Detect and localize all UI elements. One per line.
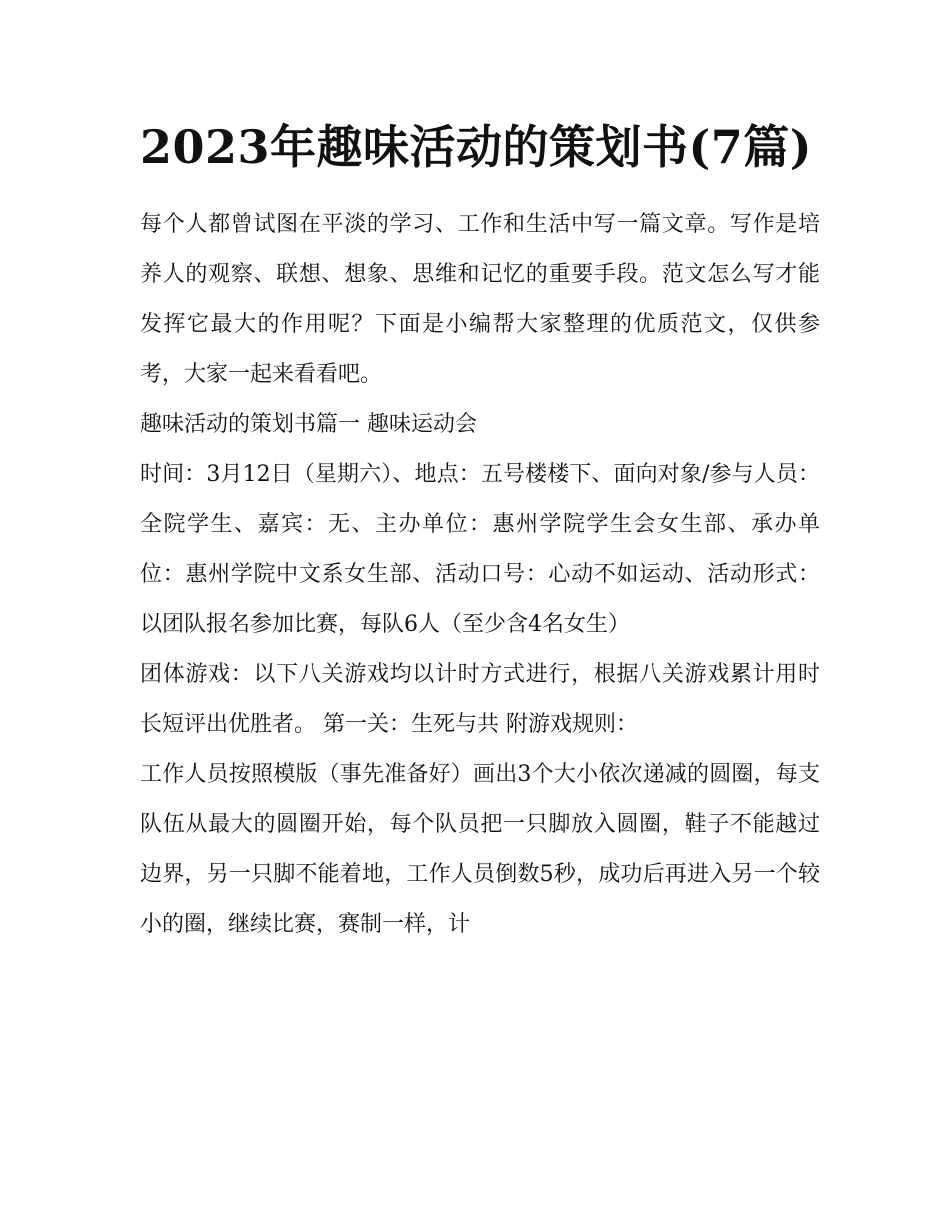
document-page	[140, 112, 820, 950]
game-rules-paragraph: 工作人员按照模版（事先准备好）画出3个大小依次递减的圆圈，每支队伍从最大的圆圈开始，每个队员把一只脚放入圆圈，鞋子不能越过边界，另一只脚不能着地，工作人员倒数5秒，成功后再进入另一个较小的圈，继续比赛，赛制一样，计	[140, 762, 820, 937]
team-games-paragraph: 团体游戏：以下八关游戏均以计时方式进行，根据八关游戏累计用时长短评出优胜者。 第一关：生死与共 附游戏规则：	[140, 662, 820, 737]
intro-paragraph: 每个人都曾试图在平淡的学习、工作和生活中写一篇文章。写作是培养人的观察、联想、想象、思维和记忆的重要手段。范文怎么写才能发挥它最大的作用呢？下面是小编帮大家整理的优质范文，仅供参考，大家一起来看看吧。	[140, 212, 820, 387]
section-heading: 趣味活动的策划书篇一 趣味运动会	[140, 412, 477, 437]
event-details-paragraph: 时间：3月12日（星期六）、地点：五号楼楼下、面向对象/参与人员：全院学生、嘉宾：无、主办单位：惠州学院学生会女生部、承办单位：惠州学院中文系女生部、活动口号：心动不如运动、活动形式：以团队报名参加比赛，每队6人（至少含4名女生）	[140, 462, 820, 637]
document-title: 2023年趣味活动的策划书(7篇)	[140, 120, 813, 174]
